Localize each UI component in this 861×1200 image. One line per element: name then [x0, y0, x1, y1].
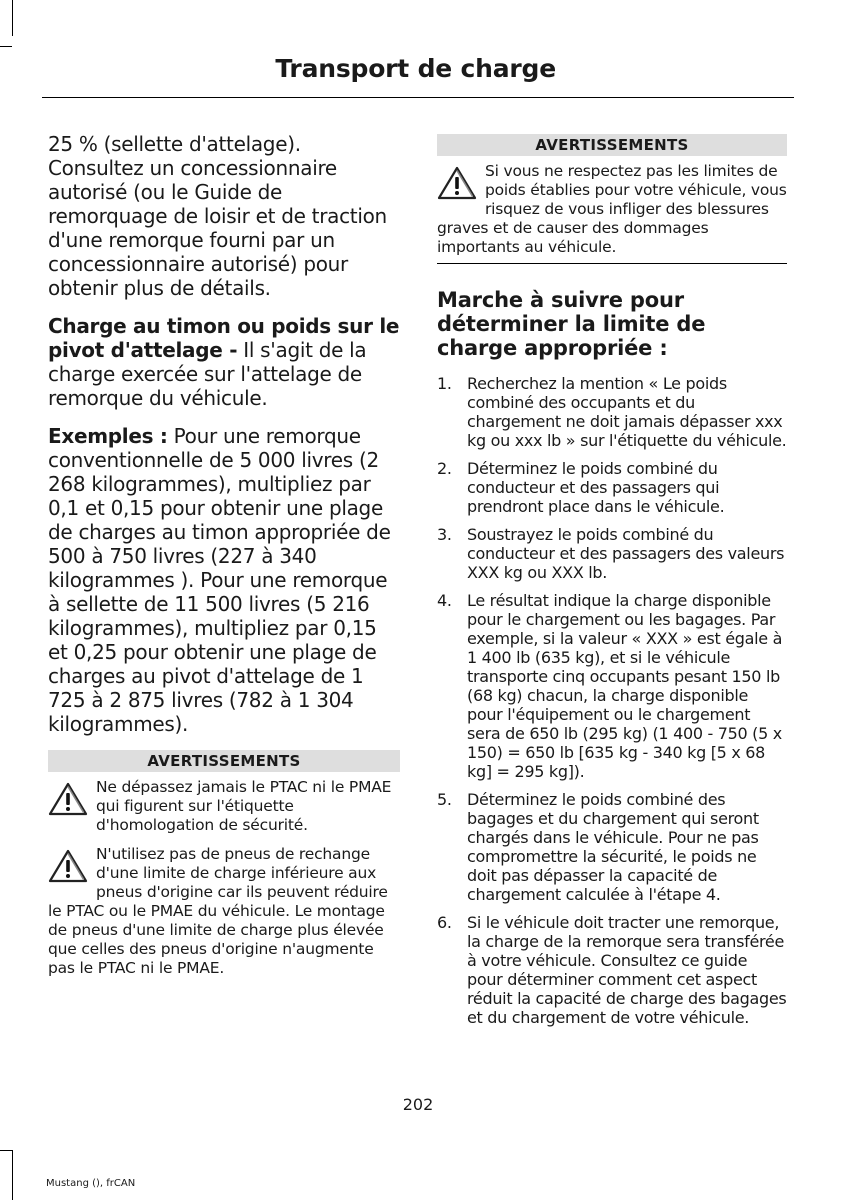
tongue-weight-term: Charge au timon ou poids sur le pivot d'attelage -: [48, 314, 400, 362]
examples-paragraph: [48, 424, 400, 736]
intro-paragraph: 25 % (sellette d'attelage). Consultez un concessionnaire autorisé (ou le Guide de remorquage de loisir et de traction d'une remorque fourni par un concessionnaire autorisé) pour obtenir plus de détails.: [48, 132, 387, 300]
warning-text: Ne dépassez jamais le PTAC ni le PMAE qui figurent sur l'étiquette d'homologation de sécurité.: [96, 778, 392, 834]
list-item: [437, 525, 787, 582]
step-number: 4.: [437, 591, 452, 610]
examples-text: Pour une remorque conventionnelle de 5 000 livres (2 268 kilogrammes), multipliez par 0,1 et 0,15 pour obtenir une plage de charges au timon appropriée de 500 à 750 livres (227 à 340 kilogrammes ). Pour une remorque à sellette de 11 500 livres (5 216 kilogrammes), multipliez par 0,15 et 0,25 pour obtenir une plage de charges au pivot d'attelage de 1 725 à 2 875 livres (782 à 1 304 kilogrammes).: [48, 424, 391, 736]
step-number: 3.: [437, 525, 452, 544]
crop-mark: [0, 46, 12, 47]
crop-mark: [12, 1150, 13, 1200]
examples-term: Exemples :: [48, 424, 168, 448]
tongue-weight-definition: Il s'agit de la charge exercée sur l'attelage de remorque du véhicule.: [48, 338, 367, 410]
warning-triangle-icon: [48, 782, 88, 816]
step-text: Soustrayez le poids combiné du conducteur et des passagers des valeurs XXX kg ou XXX lb.: [467, 525, 785, 582]
warning-triangle-icon: [48, 849, 88, 883]
step-text: Le résultat indique la charge disponible pour le chargement ou les bagages. Par exemple, si la valeur « XXX » est égale à 1 400 lb (635 kg), et si le véhicule transporte cinq occupants pesant 150 lb (68 kg) chacun, la charge disponible pour l'équipement ou le chargement sera de 650 lb (295 kg) (1 400 - 750 (5 x 150) = 650 lb [635 kg - 340 kg [5 x 68 kg] = 295 kg]).: [467, 591, 783, 781]
step-text: Déterminez le poids combiné du conducteur et des passagers qui prendront place dans le véhicule.: [467, 459, 725, 516]
step-number: 1.: [437, 374, 452, 393]
page-number: 202: [402, 1095, 434, 1114]
page-title: Transport de charge: [275, 54, 556, 83]
warning-item: [437, 162, 787, 257]
step-text: Déterminez le poids combiné des bagages et du chargement qui seront chargés dans le véhicule. Pour ne pas compromettre la sécurité, le poids ne doit pas dépasser la capacité de chargement calculée à l'étape 4.: [467, 790, 759, 904]
warning-text: N'utilisez pas de pneus de rechange d'une limite de charge inférieure aux pneus d'origine car ils peuvent réduire le PTAC ou le PMAE du véhicule. Le montage de pneus d'une limite de charge plus élevée que celles des pneus d'origine n'augmente pas le PTAC ni le PMAE.: [48, 845, 388, 977]
list-item: [437, 913, 787, 1027]
warnings-heading: AVERTISSEMENTS: [437, 134, 787, 156]
step-text: Recherchez la mention « Le poids combiné des occupants et du chargement ne doit jamais dépasser xxx kg ou xxx lb » sur l'étiquette du véhicule.: [467, 374, 787, 450]
list-item: [437, 591, 787, 781]
warnings-heading: AVERTISSEMENTS: [48, 750, 400, 772]
step-text: Si le véhicule doit tracter une remorque, la charge de la remorque sera transférée à votre véhicule. Consultez ce guide pour déterminer comment cet aspect réduit la capacité de charge des bagages et du chargement de votre véhicule.: [467, 913, 787, 1027]
crop-mark: [12, 0, 13, 36]
section-heading: Marche à suivre pour déterminer la limite de charge appropriée :: [437, 288, 706, 360]
list-item: [437, 790, 787, 904]
right-column: [437, 134, 787, 1036]
warning-item: [48, 778, 400, 835]
step-number: 5.: [437, 790, 452, 809]
list-item: [437, 374, 787, 450]
step-number: 2.: [437, 459, 452, 478]
warnings-box: [437, 134, 787, 264]
warnings-divider: [437, 263, 787, 264]
warning-text: Si vous ne respectez pas les limites de poids établies pour votre véhicule, vous risquez de vous infliger des blessures graves et de causer des dommages importants au véhicule.: [437, 162, 787, 256]
warning-triangle-icon: [437, 166, 477, 200]
warning-item: [48, 845, 400, 978]
crop-mark: [0, 1150, 12, 1151]
tongue-weight-paragraph: [48, 314, 400, 410]
left-column: [48, 132, 400, 978]
list-item: [437, 459, 787, 516]
warnings-box: [48, 750, 400, 978]
steps-list: [437, 374, 787, 1027]
header-divider: [42, 97, 794, 98]
footer-label: Mustang (), frCAN: [46, 1178, 136, 1189]
step-number: 6.: [437, 913, 452, 932]
